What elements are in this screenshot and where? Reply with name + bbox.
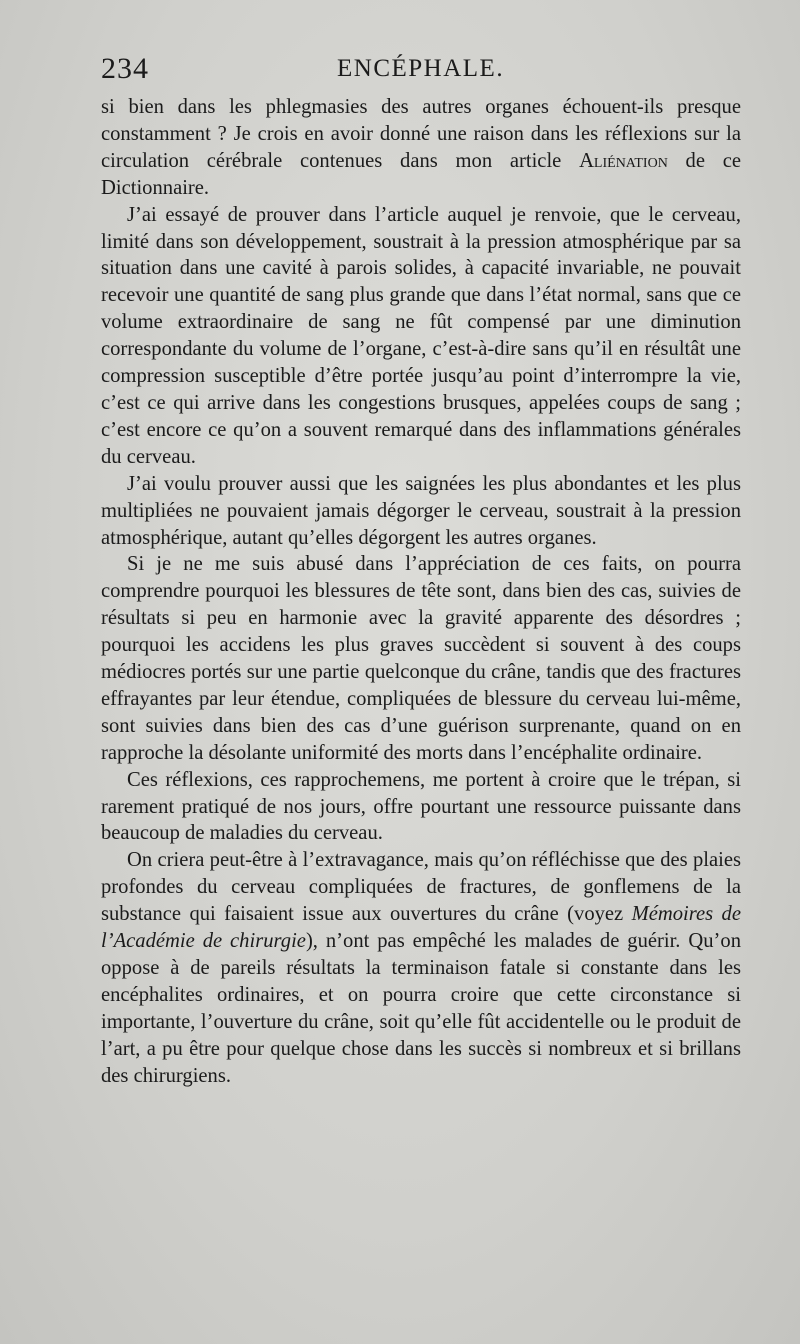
page-header <box>101 52 741 92</box>
running-title: ENCÉPHALE. <box>337 55 505 82</box>
article-reference: Aliénation <box>579 149 668 172</box>
paragraph-text-tail: de ce Dictionnaire. <box>101 149 741 199</box>
paragraph-text: si bien dans les phlegmasies des autres organes échouent-ils presque constamment ? Je crois en avoir donné une raison dans les réflexions sur la circulation cérébrale contenues dans mon article <box>101 96 741 172</box>
paragraph-1 <box>101 94 741 202</box>
page-body <box>101 94 741 1090</box>
cited-work: Mémoires de l’Académie de chirurgie <box>101 903 741 953</box>
paragraph-2: J’ai essayé de prouver dans l’article auquel je renvoie, que le cerveau, limité dans son développement, soustrait à la pression atmosphérique par sa situation dans une cavité à parois solides, à capacité invariable, ne pouvait recevoir une quantité de sang plus grande que dans l’état normal, sans que ce volume extraordinaire de sang ne fût compensé par une diminution correspondante du volume de l’organe, c’est-à-dire sans qu’il en résultât une compression susceptible d’être portée jusqu’au point d’interrompre la vie, c’est ce qui arrive dans les congestions brusques, appelées coups de sang ; c’est encore ce qu’on a souvent remarqué dans des inflammations générales du cerveau. <box>101 203 741 468</box>
paragraph-text: On criera peut-être à l’extravagance, mais qu’on réfléchisse que des plaies profondes du cerveau compliquées de fractures, de gonflemens de la substance qui faisaient issue aux ouvertures du crâne (voyez <box>101 849 741 926</box>
paragraph-5: Ces réflexions, ces rapprochemens, me portent à croire que le trépan, si rarement pratiqué de nos jours, offre pourtant une ressource puissante dans beaucoup de maladies du cerveau. <box>101 768 741 845</box>
paragraph-6 <box>101 847 741 1089</box>
paragraph-3: J’ai voulu prouver aussi que les saignées les plus abondantes et les plus multipliées ne pouvaient jamais dégorger le cerveau, soustrait à la pression atmosphérique, autant qu’elles dégorgent les autres organes. <box>101 472 741 549</box>
paragraph-4: Si je ne me suis abusé dans l’appréciation de ces faits, on pourra comprendre pourquoi les blessures de tête sont, dans bien des cas, suivies de résultats si peu en harmonie avec la gravité apparente des désordres ; pourquoi les accidens les plus graves succèdent si souvent à des coups médiocres portés sur une partie quelconque du crâne, tandis que des fractures effrayantes par leur étendue, compliquées de blessure du cerveau lui-même, sont suivies dans bien des cas d’une guérison surprenante, quand on en rapproche la désolante uniformité des morts dans l’encéphalite ordinaire. <box>101 553 741 764</box>
page-number: 234 <box>101 52 149 85</box>
paragraph-text-tail: ), n’ont pas empêché les malades de guérir. Qu’on oppose à de pareils résultats la terminaison fatale si constante dans les encéphalites ordinaires, et on pourra croire que cette circonstance si importante, l’ouverture du crâne, soit qu’elle fût accidentelle ou le produit de l’art, a pu être pour quelque chose dans les succès si nombreux et si brillans des chirurgiens. <box>101 930 741 1087</box>
